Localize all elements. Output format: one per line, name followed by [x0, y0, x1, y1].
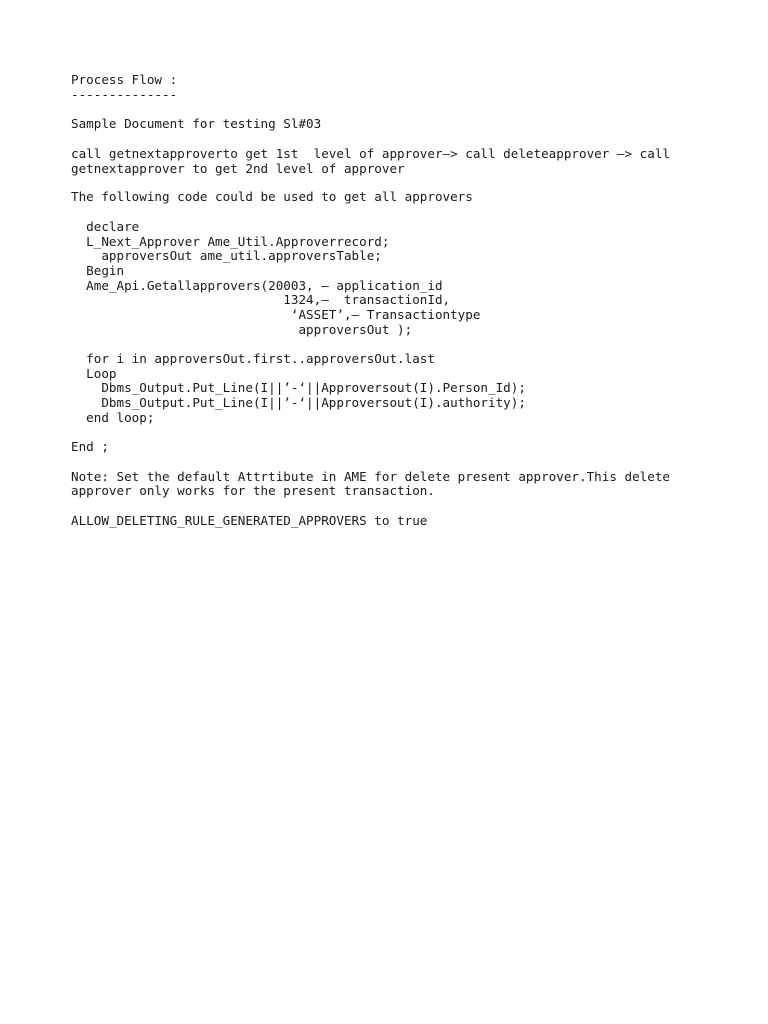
- code-end-line: End ;: [71, 439, 109, 454]
- heading-process-flow: Process Flow :: [71, 72, 178, 87]
- code-line: for i in approversOut.first..approversOut.last: [71, 351, 435, 366]
- code-line: L_Next_Approver Ame_Util.Approverrecord;: [71, 234, 390, 249]
- sample-document-line: Sample Document for testing Sl#03: [71, 116, 322, 131]
- code-line: declare: [71, 219, 140, 234]
- code-line: Begin: [71, 263, 125, 278]
- code-line: 1324,– transactionId,: [71, 292, 451, 307]
- setting-line: ALLOW_DELETING_RULE_GENERATED_APPROVERS to true: [71, 513, 428, 528]
- code-line: end loop;: [71, 410, 155, 425]
- note-line-1: Note: Set the default Attrtibute in AME for delete present approver.This delete: [71, 469, 670, 484]
- code-line: ‘ASSET’,– Transactiontype: [71, 307, 481, 322]
- intro-code-line: The following code could be used to get all approvers: [71, 189, 473, 204]
- call-flow-line-2: getnextapprover to get 2nd level of approver: [71, 161, 405, 176]
- heading-underline: --------------: [71, 87, 178, 102]
- code-line: Dbms_Output.Put_Line(I||’-‘||Approversout(I).Person_Id);: [71, 380, 526, 395]
- code-line: approversOut ame_util.approversTable;: [71, 248, 382, 263]
- call-flow-line-1: call getnextapproverto get 1st level of approver–> call deleteapprover —> call: [71, 146, 670, 161]
- code-line: approversOut );: [71, 322, 413, 337]
- code-line: Ame_Api.Getallapprovers(20003, — application_id: [71, 278, 443, 293]
- code-line: Loop: [71, 366, 117, 381]
- code-line: Dbms_Output.Put_Line(I||’-‘||Approversout(I).authority);: [71, 395, 526, 410]
- note-line-2: approver only works for the present transaction.: [71, 483, 435, 498]
